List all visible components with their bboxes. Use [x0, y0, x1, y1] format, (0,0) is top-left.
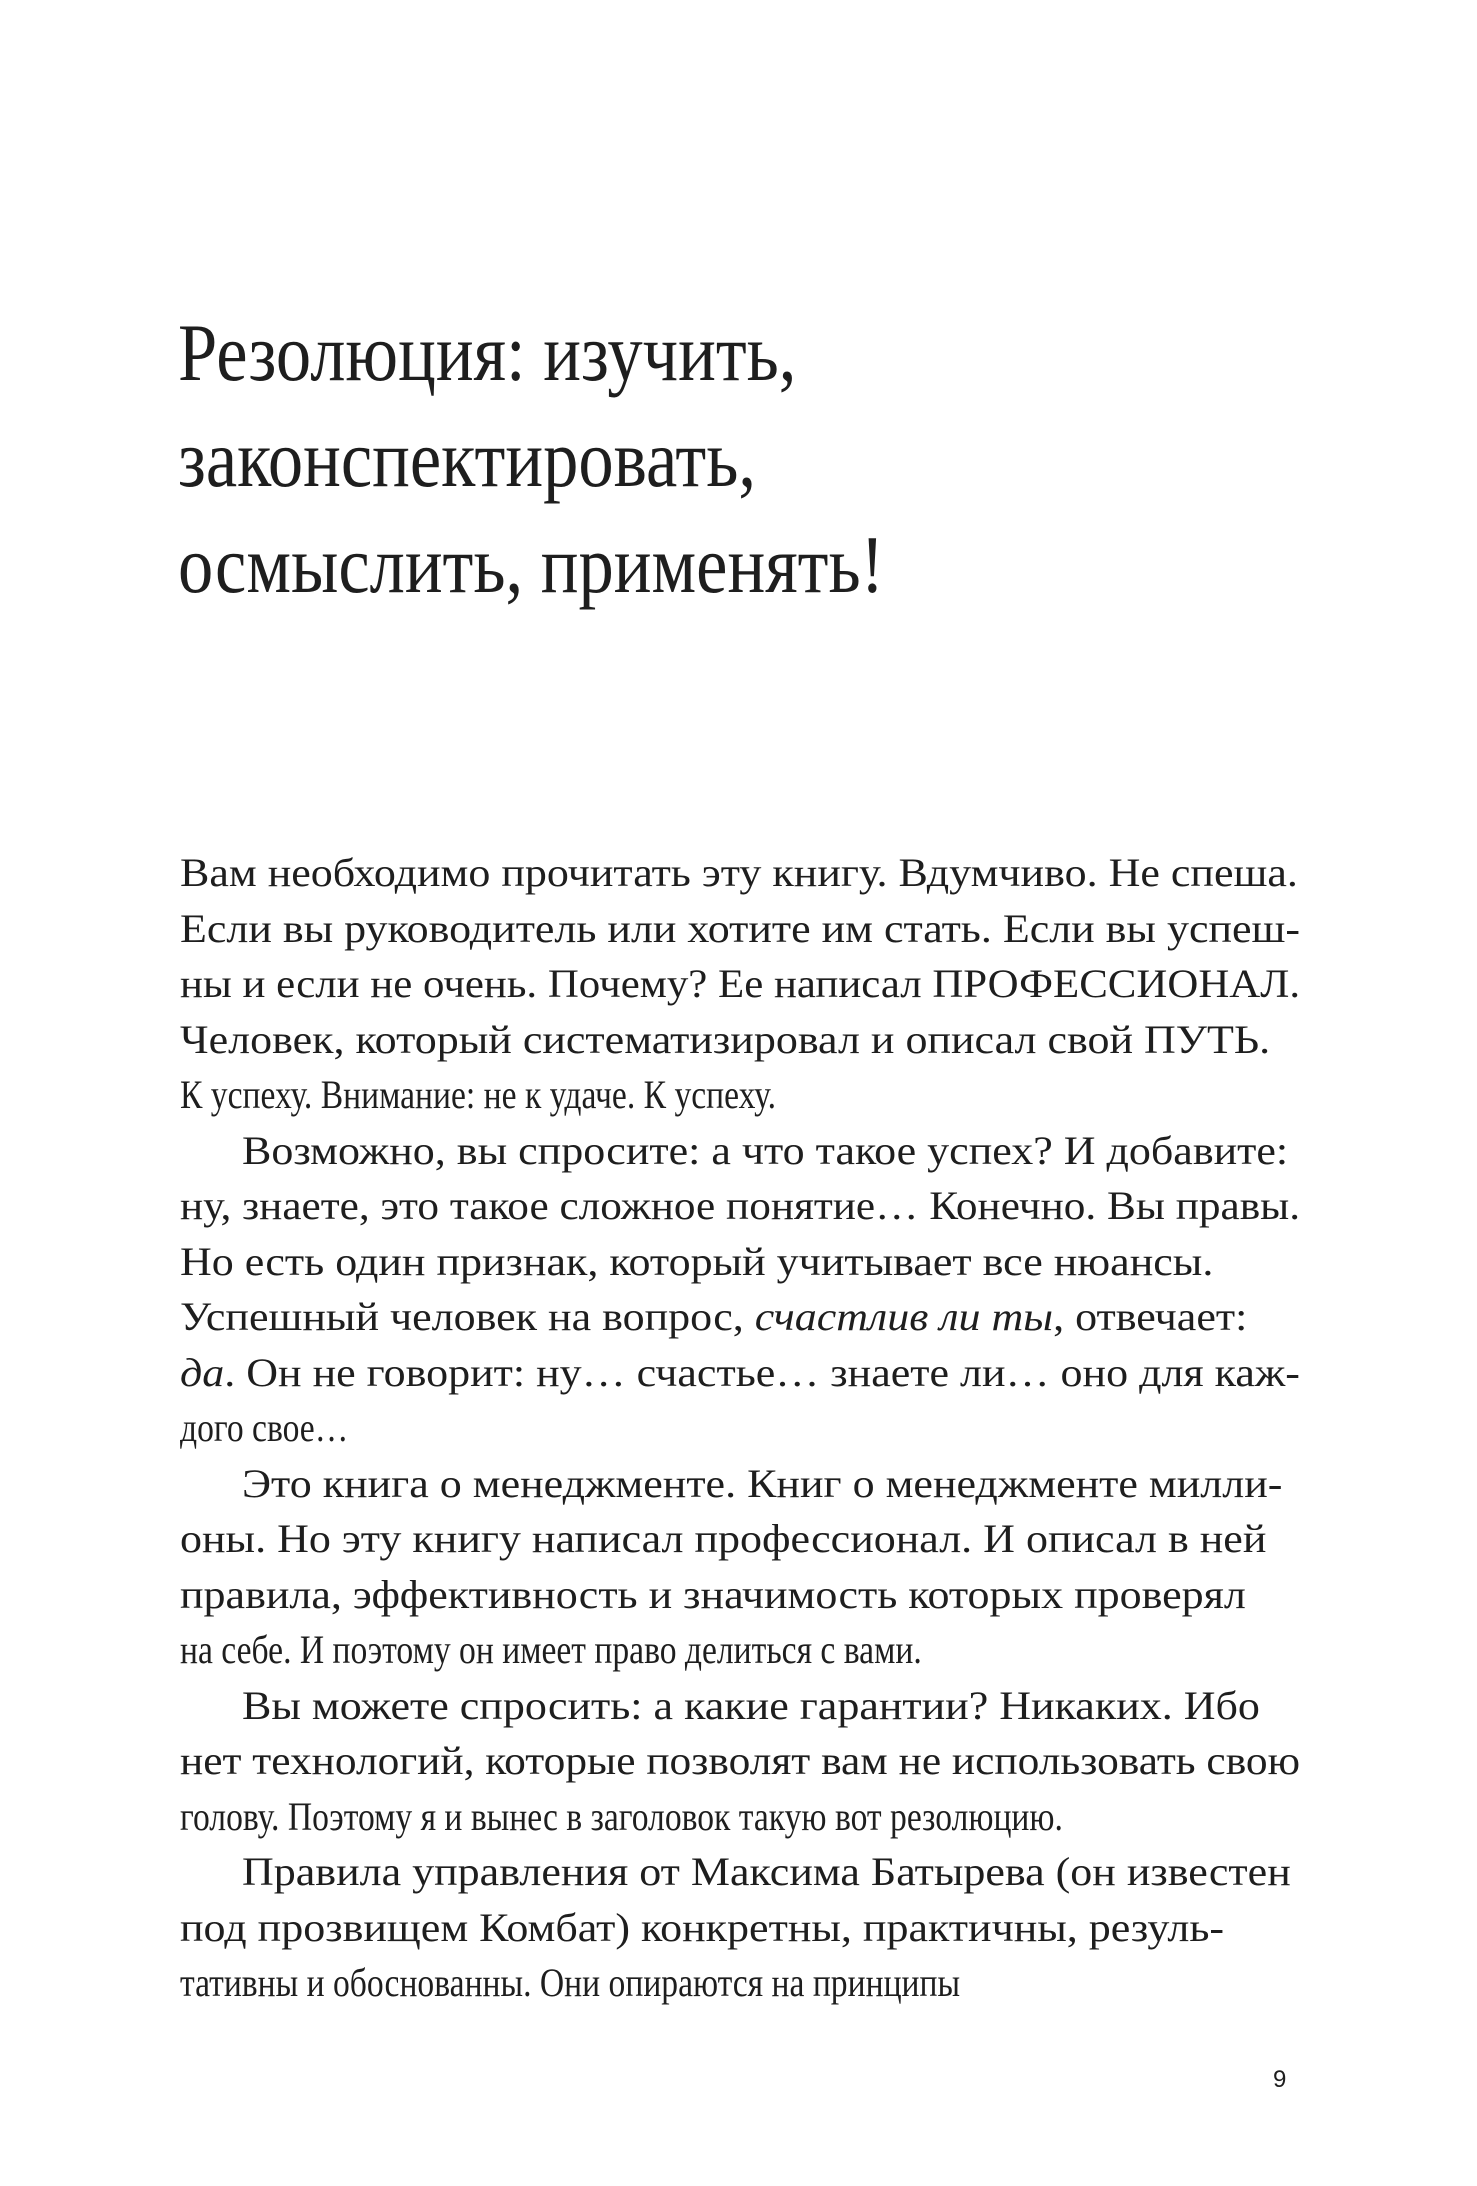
text-line: на себе. И поэтому он имеет право делиться с вами. — [180, 1627, 922, 1672]
paragraph — [180, 1844, 1300, 2011]
text-line: ны и если не очень. Почему? Ее написал ПРОФЕССИОНАЛ. — [180, 961, 1301, 1006]
text-line: голову. Поэтому я и вынес в заголовок такую вот резолюцию. — [180, 1793, 1063, 1839]
text-line: да. Он не говорит: ну… счастье… знаете ли… оно для каж- — [180, 1349, 1300, 1395]
italic-phrase: счастлив ли ты — [754, 1294, 1054, 1339]
paragraph — [180, 845, 1300, 1123]
paragraph — [180, 1123, 1300, 1456]
text-line: Человек, который систематизировал и описал свой ПУТЬ. — [180, 1016, 1271, 1062]
paragraph — [180, 1456, 1300, 1678]
text-line: правила, эффективность и значимость которых проверял — [180, 1571, 1246, 1617]
text-line: Возможно, вы спросите: а что такое успех? И добавите: — [242, 1127, 1289, 1173]
text-line: дого свое… — [180, 1405, 349, 1450]
text-line: Но есть один признак, который учитывает все нюансы. — [180, 1238, 1214, 1284]
text-line: Успешный человек на вопрос, счастлив ли ты, отвечает: — [180, 1294, 1248, 1339]
text-line: тативны и обоснованны. Они опираются на принципы — [180, 1960, 961, 2005]
text-line: Это книга о менеджменте. Книг о менеджменте милли- — [242, 1460, 1283, 1506]
text-line: ну, знаете, это такое сложное понятие… Конечно. Вы правы. — [180, 1183, 1301, 1228]
title-line: осмыслить, применять! — [178, 519, 885, 610]
text-line: К успеху. Внимание: не к удаче. К успеху. — [180, 1072, 776, 1117]
text-line: оны. Но эту книгу написал профессионал. И описал в ней — [180, 1516, 1267, 1561]
chapter-title — [178, 300, 1178, 618]
body-text — [180, 845, 1300, 2011]
text-line: Вам необходимо прочитать эту книгу. Вдумчиво. Не спеша. — [180, 850, 1298, 895]
text-line: Если вы руководитель или хотите им стать. Если вы успеш- — [180, 905, 1301, 951]
text-line: Вы можете спросить: а какие гарантии? Никаких. Ибо — [242, 1682, 1260, 1728]
text-line: Правила управления от Максима Батырева (он известен — [242, 1849, 1291, 1894]
title-line: законспектировать, — [178, 413, 757, 504]
page-number: 9 — [1273, 2066, 1287, 2093]
title-line: Резолюция: изучить, — [178, 307, 797, 398]
text-line: нет технологий, которые позволят вам не использовать свою — [180, 1738, 1301, 1783]
text-line: под прозвищем Комбат) конкретны, практичны, резуль- — [180, 1904, 1225, 1950]
italic-phrase: да — [180, 1349, 225, 1395]
paragraph — [180, 1678, 1300, 1845]
